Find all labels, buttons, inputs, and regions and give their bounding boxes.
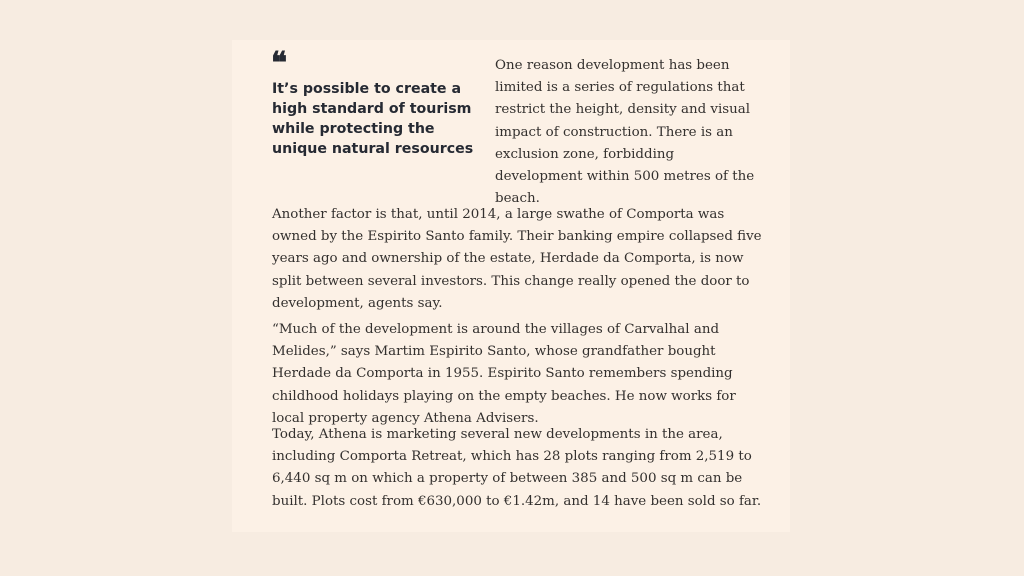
article-paragraph-2: Another factor is that, until 2014, a large swathe of Comporta was owned by the Espirito Santo family. Their banking empire collapsed five years ago and ownership of the estate, Herdade da Comporta, is now split between several investors. This change really opened the door to development, agents say. <box>272 207 762 311</box>
article-paragraph-4: Today, Athena is marketing several new developments in the area, including Comporta Retreat, which has 28 plots ranging from 2,519 to 6,440 sq m on which a property of between 385 and 500 sq m can be built. Plots cost from €630,000 to €1.42m, and 14 have been sold so far. <box>272 427 762 509</box>
quote-mark-icon: ❝ <box>271 46 286 81</box>
article-paragraph-3: “Much of the development is around the villages of Carvalhal and Melides,” says Martim Espirito Santo, whose grandfather bought Herdade da Comporta in 1955. Espirito Santo remembers spending childhood holidays playing on the empty beaches. He now works for local property agency Athena Advisers. <box>272 322 736 426</box>
article-paragraph-1: One reason development has been limited is a series of regulations that restrict the height, density and visual impact of construction. There is an exclusion zone, forbidding development within 500 metres of the beach. <box>495 58 755 207</box>
pull-quote: It’s possible to create a high standard of tourism while protecting the unique natural resources <box>272 81 474 157</box>
